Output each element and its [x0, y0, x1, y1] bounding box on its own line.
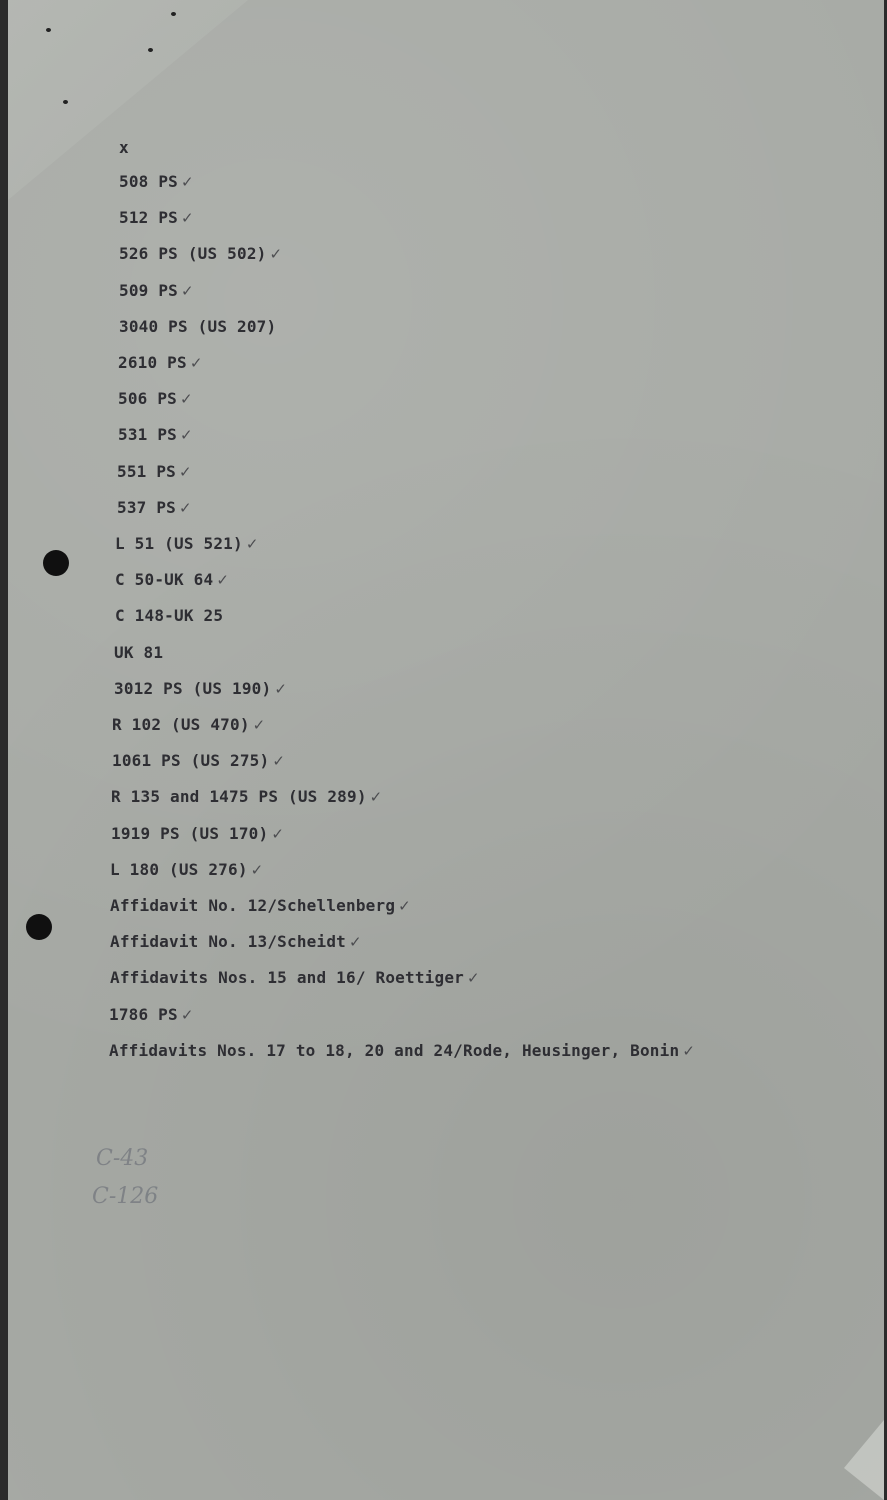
checkmark-icon: ✓ [252, 716, 266, 734]
entry-text: 3012 PS (US 190) [114, 679, 272, 698]
entry-text: 551 PS [117, 462, 176, 481]
checkmark-icon: ✓ [179, 463, 192, 481]
entry-text: Affidavits Nos. 17 to 18, 20 and 24/Rode, Heusinger, Bonin [109, 1041, 680, 1060]
entry-line [111, 787, 382, 806]
entry-line [119, 281, 194, 300]
entry-text: 2610 PS [118, 353, 187, 372]
torn-corner [844, 1420, 884, 1500]
entry-line [114, 643, 166, 662]
checkmark-icon: ✓ [180, 390, 193, 408]
checkmark-icon: ✓ [250, 861, 264, 879]
entry-text: L 180 (US 276) [110, 860, 248, 879]
checkmark-icon: ✓ [179, 499, 192, 517]
entry-line [112, 715, 265, 734]
checkmark-icon: ✓ [269, 245, 283, 263]
entry-line [117, 462, 192, 481]
entry-text: 506 PS [118, 389, 177, 408]
entry-text: 3040 PS (US 207) [119, 317, 277, 336]
checkmark-icon: ✓ [180, 1006, 194, 1024]
checkmark-icon: ✓ [216, 571, 230, 589]
entry-text: 508 PS [119, 172, 178, 191]
entry-text: 1786 PS [109, 1005, 178, 1024]
header-fragment: x [119, 138, 129, 157]
binding-hole [43, 550, 69, 576]
entry-line [119, 172, 194, 191]
ink-speck [171, 12, 176, 16]
entry-line [117, 498, 192, 517]
checkmark-icon: ✓ [272, 752, 286, 770]
entry-line [119, 244, 282, 263]
checkmark-icon: ✓ [349, 933, 362, 951]
entry-text: Affidavits Nos. 15 and 16/ Roettiger [110, 968, 464, 987]
entry-text: R 102 (US 470) [112, 715, 250, 734]
checkmark-icon: ✓ [181, 209, 194, 227]
checkmark-icon: ✓ [369, 788, 383, 806]
binding-hole [26, 914, 52, 940]
entry-line [112, 751, 285, 770]
checkmark-icon: ✓ [682, 1042, 696, 1060]
checkmark-icon: ✓ [189, 354, 203, 372]
checkmark-icon: ✓ [180, 426, 193, 444]
handwritten-note: C-126 [92, 1184, 159, 1209]
entry-text: Affidavit No. 12/Schellenberg [110, 896, 396, 915]
entry-text: C 50-UK 64 [115, 570, 214, 589]
entry-line [115, 606, 226, 625]
entry-line [110, 968, 480, 987]
entry-text: 537 PS [117, 498, 176, 517]
entry-text: Affidavit No. 13/Scheidt [110, 932, 346, 951]
checkmark-icon: ✓ [466, 969, 480, 987]
ink-speck [63, 100, 68, 104]
entry-line [110, 860, 263, 879]
entry-text: C 148-UK 25 [115, 606, 224, 625]
ink-speck [148, 48, 153, 52]
entry-line [118, 389, 193, 408]
ink-speck [46, 28, 51, 32]
entry-line [115, 570, 229, 589]
entry-text: 509 PS [119, 281, 178, 300]
entry-line [118, 425, 193, 444]
entry-text: 512 PS [119, 208, 178, 227]
entry-text: 1061 PS (US 275) [112, 751, 270, 770]
entry-line [109, 1041, 695, 1060]
checkmark-icon: ✓ [274, 680, 288, 698]
entry-text: 531 PS [118, 425, 177, 444]
entry-line [111, 824, 284, 843]
checkmark-icon: ✓ [271, 825, 285, 843]
entry-line [114, 679, 287, 698]
entry-text: L 51 (US 521) [115, 534, 243, 553]
checkmark-icon: ✓ [245, 535, 259, 553]
document-page [8, 0, 884, 1500]
entry-line [118, 353, 203, 372]
folded-corner [8, 0, 248, 200]
entry-text: 1919 PS (US 170) [111, 824, 269, 843]
entry-text: 526 PS (US 502) [119, 244, 267, 263]
checkmark-icon: ✓ [181, 173, 194, 191]
entry-line [115, 534, 259, 553]
handwritten-note: C-43 [96, 1146, 149, 1171]
entry-line [110, 896, 411, 915]
entry-line [110, 932, 362, 951]
checkmark-icon: ✓ [181, 282, 194, 300]
entry-text: R 135 and 1475 PS (US 289) [111, 787, 367, 806]
entry-line [109, 1005, 194, 1024]
entry-line [119, 208, 194, 227]
checkmark-icon: ✓ [398, 897, 411, 915]
entry-text: UK 81 [114, 643, 164, 662]
entry-line [119, 317, 279, 336]
